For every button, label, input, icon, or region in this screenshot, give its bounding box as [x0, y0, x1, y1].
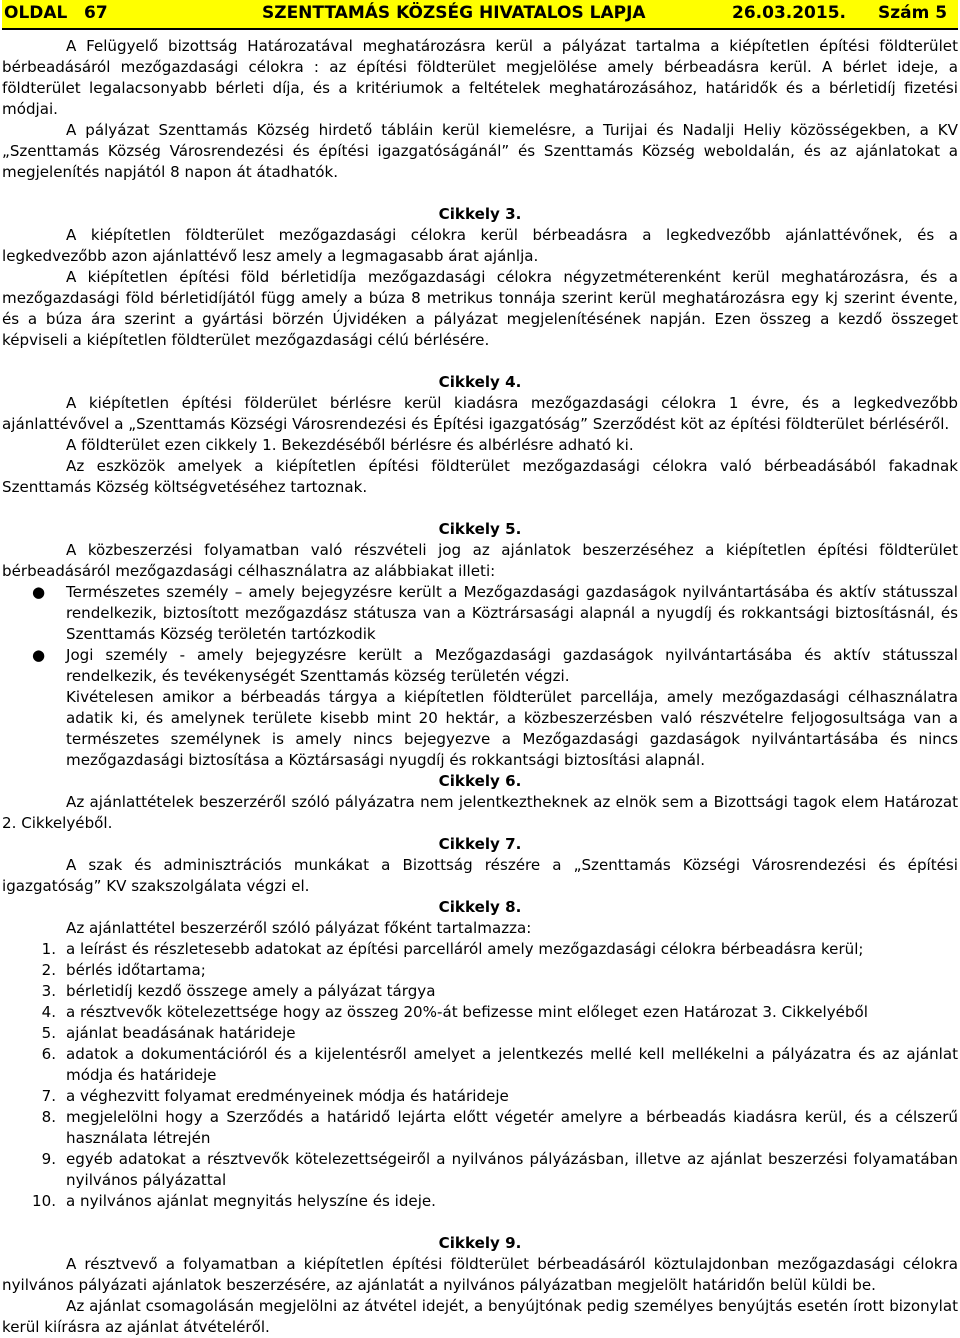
item-text: a véghezvitt folyamat eredményeinek módja és határideje — [66, 1087, 509, 1105]
item-number: 9. — [41, 1150, 56, 1168]
article-5-bullet-list — [2, 582, 958, 687]
list-item — [2, 1149, 958, 1191]
bullet-text: Természetes személy – amely bejegyzésre került a Mezőgazdasági gazdaságok nyilvántartásába és aktív státusszal rendelkezik, biztosított mezőgazdász státusza van a Köztrársasági alapnál a nyugdíj és rokkantsági biztosításnál, és Szenttamás Község teröletén tartózkodik — [66, 583, 958, 643]
item-number: 7. — [41, 1087, 56, 1105]
article-9-paragraph-1: A résztvevő a folyamatban a kiépítetlen építési földterület bérbeadásáról köztulajdonban mezőgazdasági célokra nyilvános pályázati ajánlatok beszerzésére, az ajánlatát a nyilvános pályázatban megjelölt határidőn belül küldi be. — [2, 1255, 958, 1294]
article-5-heading: Cikkely 5. — [438, 520, 522, 538]
item-number: 3. — [41, 982, 56, 1000]
article-4-heading: Cikkely 4. — [438, 373, 522, 391]
list-item — [2, 1107, 958, 1149]
document-body — [2, 30, 958, 1338]
bullet-icon: ● — [32, 583, 46, 601]
article-4-paragraph-1: A kiépítetlen építési földerület bérlésre kerül kiadásra mezőgazdasági célokra 1 évre, és a legkedvezőbb ajánlattévővel a „Szenttamás Községi Városrendezési és Építési igazgatóság” Szerződést köt az építési földterület bérléséről. — [2, 394, 958, 433]
article-7-heading: Cikkely 7. — [438, 835, 522, 853]
item-number: 10. — [31, 1192, 56, 1210]
article-3-paragraph-1: A kiépítetlen földterület mezőgazdasági célokra kerül bérbeadásra a legkedvezőbb ajánlattévőnek, és a legkedvezőbb azon ajánlattévő lesz amely a legmagasabb árat ajánlja. — [2, 226, 958, 265]
article-3-heading: Cikkely 3. — [438, 205, 522, 223]
item-text: ajánlat beadásának határideje — [66, 1024, 296, 1042]
list-item — [2, 582, 958, 645]
item-text: a résztvevők kötelezettsége hogy az összeg 20%-át befizesse mint előleget ezen Határozat 3. Cikkelyéből — [66, 1003, 868, 1021]
list-item — [2, 1023, 958, 1044]
article-8-paragraph-1: Az ajánlattétel beszerzéről szóló pályázat főként tartalmazza: — [66, 919, 532, 937]
item-number: 2. — [41, 961, 56, 979]
item-text: megjelelölni hogy a Szerződés a határidő lejárta előtt végetér amelyre a bérbeadás kiadásra kerül, és a célszerű használata létrején — [66, 1108, 958, 1147]
list-item — [2, 645, 958, 687]
page-header — [2, 0, 958, 30]
list-item — [2, 981, 958, 1002]
header-publication-title: SZENTTAMÁS KÖZSÉG HIVATALOS LAPJA — [262, 3, 646, 23]
header-page-label: OLDAL — [4, 3, 68, 23]
item-text: adatok a dokumentációról és a kijelentésről amelyet a jelentkezés mellé kell mellékelni a pályázatra és az ajánlat módja és határideje — [66, 1045, 958, 1084]
item-number: 5. — [41, 1024, 56, 1042]
article-4-paragraph-3: Az eszközök amelyek a kiépítetlen építési földterület mezőgazdasági célokra való bérbeadásából fakadnak Szenttamás Község költségvetéséhez tartoznak. — [2, 457, 958, 496]
item-text: a leírást és részletesebb adatokat az építési parcelláról amely mezőgazdasági célokra bérbeadásra kerül; — [66, 940, 864, 958]
item-number: 4. — [41, 1003, 56, 1021]
article-4-paragraph-2: A földterület ezen cikkely 1. Bekezdéséből bérlésre és albérlésre adható ki. — [66, 436, 634, 454]
article-3-paragraph-2: A kiépítetlen építési föld bérletidíja mezőgazdasági célokra négyzetméterenként kerül meghatározásra, és a mezőgazdasági föld bérletidíjától függ amely a búza 8 metrikus tonnája szerint kerül meghatározásra egy kj szerint évente, és a búza ára szerint a gyártási börzén Újvidéken a pályázat megjelenítésének napján. Ezen összeg a kezdő összeget képviseli a kiépítetlen földterület mezőgazdasági célú bérlésére. — [2, 268, 958, 349]
article-5-paragraph-2: Kivételesen amikor a bérbeadás tárgya a kiépítetlen földterület parcellája, amely mezőgazdasági célhasználatra adatik ki, és amelynek területe kisebb mint 20 hektár, a közbeszerzésben való részvételre feljogosultsága van a természetes személynek is amely nincs bejegyezve a Mezőgazdasági gazdaságok nyilvántartásába és nincs mezőgazdasági biztosítása a Köztársasági nyugdíj és rokkantsági biztosítási alapnál. — [66, 688, 958, 769]
item-text: egyéb adatokat a résztvevők kötelezettségeiről a nyilvános pályázásban, illetve az ajánlat beszerzési folyamatában nyilvános pályázattal — [66, 1150, 958, 1189]
list-item — [2, 960, 958, 981]
header-issue: Szám 5 — [878, 3, 948, 23]
item-number: 8. — [41, 1108, 56, 1126]
header-page-number: 67 — [84, 3, 108, 23]
article-8-heading: Cikkely 8. — [438, 898, 522, 916]
article-7-paragraph-1: A szak és adminisztrációs munkákat a Bizottság részére a „Szenttamás Községi Városrendezési és építési igazgatóság” KV szakszolgálata végzi el. — [2, 856, 958, 895]
article-6-paragraph-1: Az ajánlattételek beszerzéről szóló pályázatra nem jelentkeztheknek az elnök sem a Bizottsági tagok elem Határozat 2. Cikkelyéből. — [2, 793, 958, 832]
list-item — [2, 939, 958, 960]
bullet-icon: ● — [32, 646, 46, 664]
article-6-heading: Cikkely 6. — [438, 772, 522, 790]
list-item — [2, 1002, 958, 1023]
intro-paragraph-2: A pályázat Szenttamás Község hirdető tábláin kerül kiemelésre, a Turijai és Nadalji Heliy közösségekben, a KV „Szenttamás Község Városrendezési és építési igazgatóságánál” és Szenttamás Község weboldalán, és az ajánlatokat a megjelenítés napjától 8 napon át átadhatók. — [2, 121, 958, 181]
list-item — [2, 1191, 958, 1212]
item-text: a nyilvános ajánlat megnyitás helyszíne és ideje. — [66, 1192, 436, 1210]
article-9-paragraph-2: Az ajánlat csomagolásán megjelölni az átvétel idejét, a benyújtónak pedig személyes benyújtás esetén írott bizonylat kerül kiírásra az ajánlat átvételéről. — [2, 1297, 958, 1336]
list-item — [2, 1044, 958, 1086]
item-number: 1. — [41, 940, 56, 958]
item-number: 6. — [41, 1045, 56, 1063]
list-item — [2, 1086, 958, 1107]
article-8-numbered-list — [2, 939, 958, 1212]
bullet-text: Jogi személy - amely bejegyzésre került a Mezőgazdasági gazdaságok nyilvántartásába és aktív státusszal rendelkezik, és tevékenységét Szenttamás község területén végzi. — [66, 646, 958, 685]
item-text: bérlés időtartama; — [66, 961, 206, 979]
header-date: 26.03.2015. — [732, 3, 847, 23]
article-9-heading: Cikkely 9. — [438, 1234, 522, 1252]
article-5-paragraph-1: A közbeszerzési folyamatban való részvételi jog az ajánlatok beszerzéséhez a kiépítetlen építési földterület bérbeadásáról mezőgazdasági célhasználatra az alábbiakat illeti: — [2, 541, 958, 580]
intro-paragraph-1: A Felügyelő bizottság Határozatával meghatározásra kerül a pályázat tartalma a kiépítetlen építési földterület bérbeadásáról mezőgazdasági célokra : az építési földterület megjelölése amely bérbeadásra kerül. A bérlet ideje, a földterület legalacsonyabb bérleti díja, és a kritériumok a feltételek meghatározásához, határidők és a bérletidíj fizetési módjai. — [2, 37, 958, 118]
item-text: bérletidíj kezdő összege amely a pályázat tárgya — [66, 982, 436, 1000]
